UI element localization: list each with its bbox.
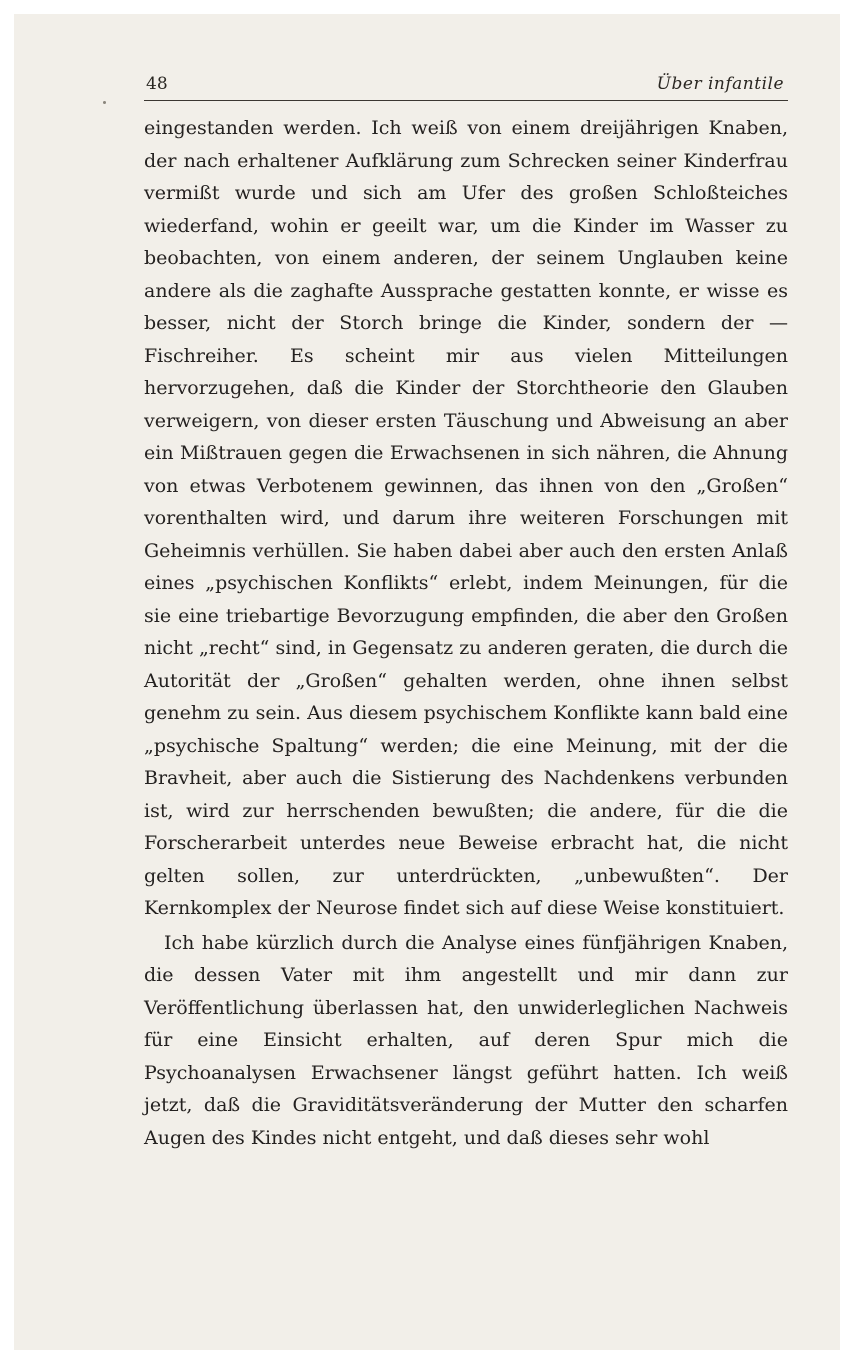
running-head: Über infantile [656, 74, 784, 94]
page-number: 48 [146, 74, 168, 94]
scan-speck [103, 101, 106, 104]
body-text [144, 112, 788, 1154]
page-header [144, 74, 788, 100]
paragraph-2: Ich habe kürzlich durch die Analyse eines fünfjährigen Knaben, die dessen Vater mit ihm angestellt und mir dann zur Veröffentlichung überlassen hat, den unwiderleglichen Nachweis für eine Einsicht erhalten, auf deren Spur mich die Psychoanalysen Erwachsener längst geführt hatten. Ich weiß jetzt, daß die Graviditätsveränderung der Mutter den scharfen Augen des Kindes nicht entgeht, und daß dieses sehr wohl [144, 931, 788, 1149]
header-rule [144, 100, 788, 101]
paragraph-1: eingestanden werden. Ich weiß von einem dreijährigen Knaben, der nach erhaltener Aufklärung zum Schrecken seiner Kinderfrau vermißt wurde und sich am Ufer des großen Schloßteiches wiederfand, wohin er geeilt war, um die Kinder im Wasser zu beobachten, von einem anderen, der seinem Unglauben keine andere als die zaghafte Aussprache gestatten konnte, er wisse es besser, nicht der Storch bringe die Kinder, sondern der — Fischreiher. Es scheint mir aus vielen Mitteilungen hervorzugehen, daß die Kinder der Storchtheorie den Glauben verweigern, von dieser ersten Täuschung und Abweisung an aber ein Mißtrauen gegen die Erwachsenen in sich nähren, die Ahnung von etwas Verbotenem gewinnen, das ihnen von den „Großen“ vorenthalten wird, und darum ihre weiteren Forschungen mit Geheimnis verhüllen. Sie haben dabei aber auch den ersten Anlaß eines „psychischen Konflikts“ erlebt, indem Meinungen, für die sie eine triebartige Bevorzugung empfinden, die aber den Großen nicht „recht“ sind, in Gegensatz zu anderen geraten, die durch die Autorität der „Großen“ gehalten werden, ohne ihnen selbst genehm zu sein. Aus diesem psychischem Konflikte kann bald eine „psychische Spaltung“ werden; die eine Meinung, mit der die Bravheit, aber auch die Sistierung des Nachdenkens verbunden ist, wird zur herrschenden bewußten; die andere, für die die Forscherarbeit unterdes neue Beweise erbracht hat, die nicht gelten sollen, zur unterdrückten, „unbewußten“. Der Kernkomplex der Neurose findet sich auf diese Weise konstituiert. [144, 117, 788, 919]
